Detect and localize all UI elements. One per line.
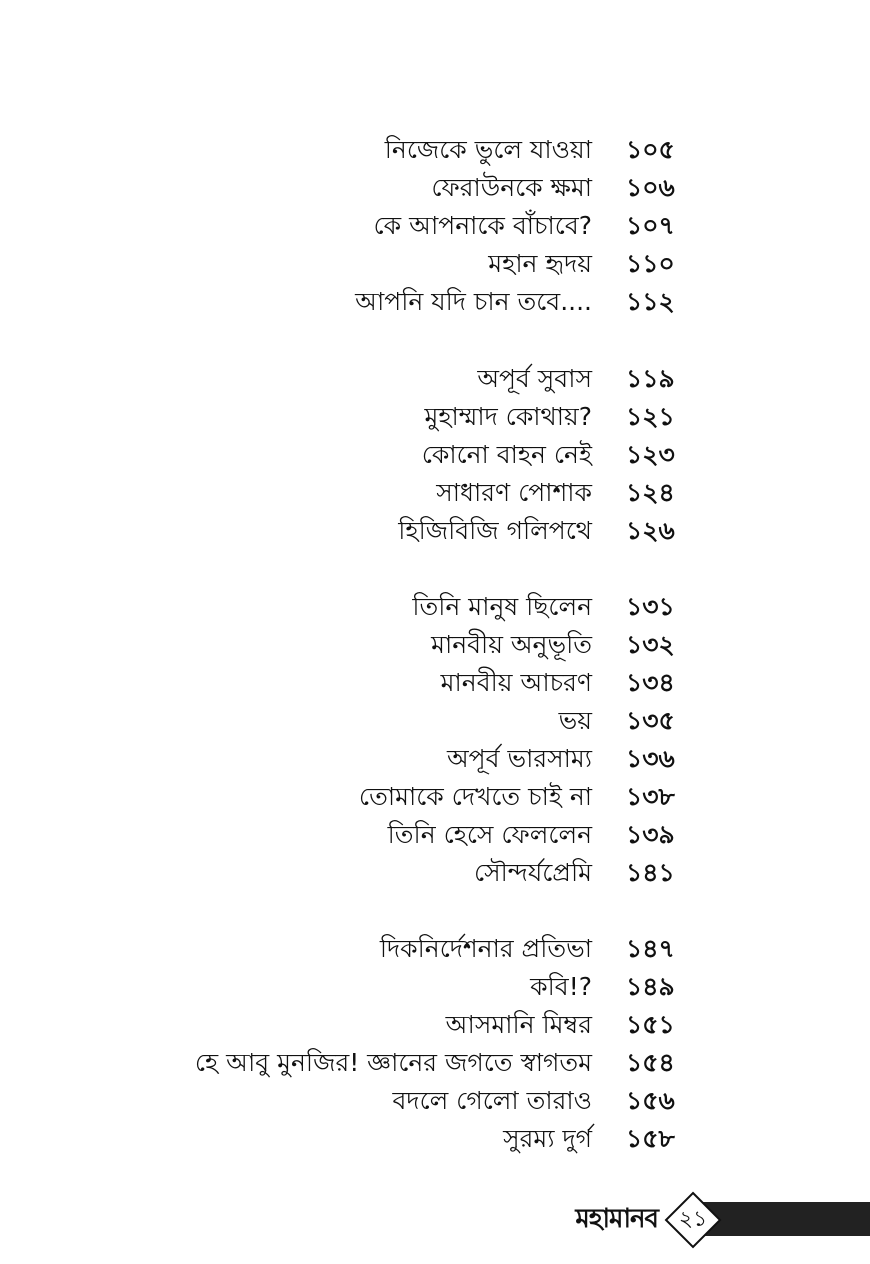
toc-entry-page: ১০৬: [626, 173, 675, 202]
toc-entry: [0, 360, 870, 398]
toc-entry-page: ১২৬: [626, 516, 675, 545]
toc-entry-page: ১০৭: [626, 211, 675, 240]
toc-entry-title: আসমানি মিম্বর: [445, 1010, 592, 1039]
toc-entry: [0, 131, 870, 169]
toc-entry: [0, 626, 870, 664]
toc-entry: [0, 1044, 870, 1082]
toc-entry-page: ১৩৮: [626, 782, 675, 811]
toc-entry: [0, 702, 870, 740]
toc-entry-title: অপূর্ব ভারসাম্য: [446, 744, 592, 773]
toc-entry-page: ১৩৯: [626, 820, 675, 849]
toc-entry-title: নিজেকে ভুলে যাওয়া: [384, 135, 592, 164]
toc-entry: [0, 664, 870, 702]
toc-entry-page: ১১০: [626, 249, 675, 278]
toc-entry-title: বদলে গেলো তারাও: [392, 1086, 592, 1115]
toc-entry-title: ভয়: [558, 706, 592, 735]
toc-entry: [0, 740, 870, 778]
toc-entry-page: ১৩১: [626, 592, 675, 621]
toc-entry: [0, 968, 870, 1006]
footer-bar: [700, 1202, 870, 1236]
toc-entry: [0, 283, 870, 321]
toc-entry: [0, 474, 870, 512]
toc-entry: [0, 778, 870, 816]
toc-entry: [0, 854, 870, 892]
toc-entry-page: ১৫৬: [626, 1086, 675, 1115]
toc-entry: [0, 1006, 870, 1044]
toc-entry-page: ১২৪: [626, 478, 675, 507]
toc-entry-page: ১৪৯: [626, 972, 675, 1001]
toc-entry-page: ১২১: [626, 402, 675, 431]
toc-entry-page: ১৪৭: [626, 934, 675, 963]
toc-entry-title: ফেরাউনকে ক্ষমা: [431, 173, 592, 202]
toc-entry-page: ১১৯: [626, 364, 675, 393]
toc-entry-page: ১০৫: [626, 135, 675, 164]
toc-entry-title: তিনি হেসে ফেললেন: [387, 820, 592, 849]
toc-entry: [0, 398, 870, 436]
toc-entry: [0, 512, 870, 550]
toc-entry-title: মানবীয় অনুভূতি: [431, 630, 592, 659]
toc-entry-title: কোনো বাহন নেই: [421, 440, 592, 469]
toc-entry-title: সাধারণ পোশাক: [436, 478, 592, 507]
toc-entry-title: হিজিবিজি গলিপথে: [398, 516, 592, 545]
toc-entry-page: ১২৩: [626, 440, 675, 469]
toc-entry: [0, 930, 870, 968]
toc-entry-page: ১৩৫: [626, 706, 675, 735]
toc-entry: [0, 169, 870, 207]
toc-entry: [0, 436, 870, 474]
toc-entry-title: কবি!?: [530, 972, 592, 1001]
toc-entry-page: ১৩৪: [626, 668, 675, 697]
page-number: ২১: [678, 1207, 708, 1232]
toc-entry-page: ১৫৪: [626, 1048, 675, 1077]
toc-entry-title: দিকনির্দেশনার প্রতিভা: [379, 934, 592, 963]
toc-entry-page: ১৩২: [626, 630, 675, 659]
toc-entry-page: ১৩৬: [626, 744, 675, 773]
toc-entry-title: অপূর্ব সুবাস: [477, 364, 592, 393]
toc-entry-page: ১১২: [626, 287, 675, 316]
book-title: মহামানব: [575, 1204, 658, 1234]
toc-entry-title: আপনি যদি চান তবে....: [355, 287, 592, 316]
toc-entry: [0, 816, 870, 854]
toc-entry-page: ১৫৮: [626, 1124, 675, 1153]
toc-entry: [0, 588, 870, 626]
toc-entry-title: মানবীয় আচরণ: [440, 668, 592, 697]
toc-entry-title: হে আবু মুনজির! জ্ঞানের জগতে স্বাগতম: [194, 1048, 592, 1077]
toc-entry-title: মুহাম্মাদ কোথায়?: [424, 402, 592, 431]
toc-entry: [0, 207, 870, 245]
toc-entry-page: ১৪১: [626, 858, 675, 887]
toc-entry-title: কে আপনাকে বাঁচাবে?: [373, 211, 592, 240]
toc-entry-page: ১৫১: [626, 1010, 675, 1039]
toc-entry-title: তিনি মানুষ ছিলেন: [412, 592, 592, 621]
toc-entry-title: তোমাকে দেখতে চাই না: [358, 782, 592, 811]
toc-entry: [0, 1120, 870, 1158]
toc-entry-title: সৌন্দর্যপ্রেমি: [473, 858, 592, 887]
toc-entry: [0, 1082, 870, 1120]
toc-entry-title: মহান হৃদয়: [488, 249, 592, 278]
toc-entry: [0, 245, 870, 283]
toc-entry-title: সুরম্য দুর্গ: [503, 1124, 592, 1153]
